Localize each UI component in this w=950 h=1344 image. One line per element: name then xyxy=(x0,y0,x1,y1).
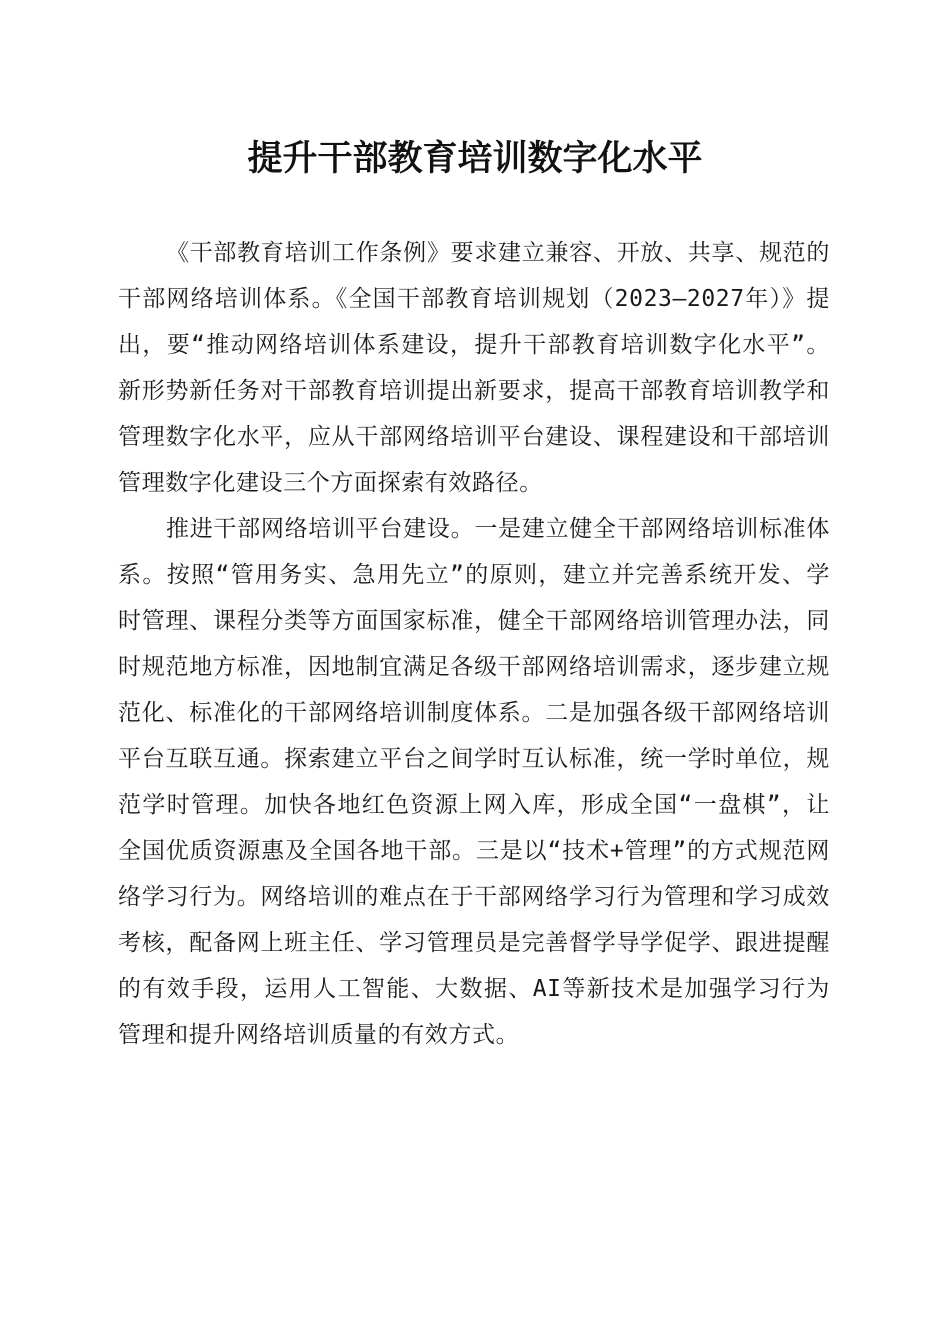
document-title: 提升干部教育培训数字化水平 xyxy=(247,138,703,179)
paragraph-1: 《干部教育培训工作条例》要求建立兼容、开放、共享、规范的干部网络培训体系。《全国干部教育培训规划（2023—2027年）》提出，要“推动网络培训体系建设，提升干部教育培训数字化水平”。新形势新任务对干部教育培训提出新要求，提高干部教育培训教学和管理数字化水平，应从干部网络培训平台建设、课程建设和干部培训管理数字化建设三个方面探索有效路径。 xyxy=(118,240,830,496)
paragraph-2: 推进干部网络培训平台建设。一是建立健全干部网络培训标准体系。按照“管用务实、急用先立”的原则，建立并完善系统开发、学时管理、课程分类等方面国家标准，健全干部网络培训管理办法，同时规范地方标准，因地制宜满足各级干部网络培训需求，逐步建立规范化、标准化的干部网络培训制度体系。二是加强各级干部网络培训平台互联互通。探索建立平台之间学时互认标准，统一学时单位，规范学时管理。加快各地红色资源上网入库，形成全国“一盘棋”，让全国优质资源惠及全国各地干部。三是以“技术+管理”的方式规范网络学习行为。网络培训的难点在于干部网络学习行为管理和学习成效考核，配备网上班主任、学习管理员是完善督学导学促学、跟进提醒的有效手段，运用人工智能、大数据、AI等新技术是加强学习行为管理和提升网络培训质量的有效方式。 xyxy=(118,516,830,1048)
document-body xyxy=(118,230,830,1058)
